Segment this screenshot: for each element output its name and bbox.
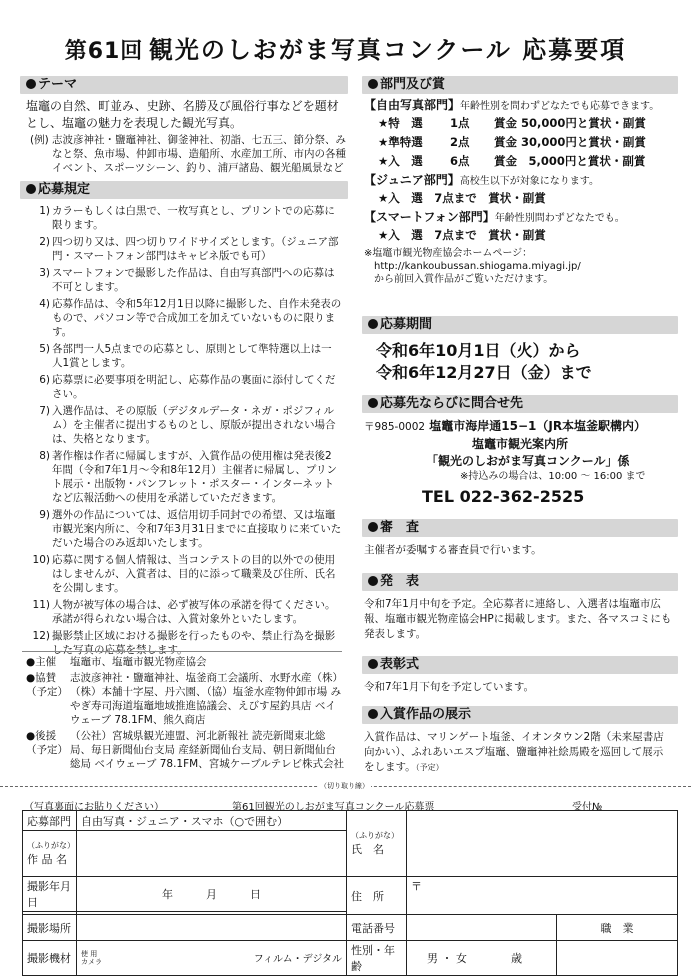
- place-field[interactable]: [77, 915, 347, 941]
- sex-age-field[interactable]: 男 ・ 女 歳: [407, 941, 557, 976]
- theme-body: 塩竈の自然、町並み、史跡、名勝及び風俗行事などを題材とし、塩竈の魅力を表現した観光写真。: [26, 99, 339, 130]
- date-field[interactable]: 年 月 日: [77, 877, 347, 912]
- judging-heading: 審 査: [362, 519, 678, 537]
- rule-item: 4) 応募作品は、令和5年12月1日以降に撮影した、自作未発表のもので、パソコン等で合成加工を加えていないものに限ります。: [39, 298, 342, 338]
- bullet-icon: [368, 522, 378, 532]
- phone-field[interactable]: [407, 915, 557, 941]
- organizer-row: ●主催 塩竈市、塩竈市観光物産協会: [26, 656, 207, 668]
- website-link[interactable]: http://kankoubussan.shiogama.miyagi.jp/: [374, 261, 581, 272]
- organizer-row: ●後援（予定） （公社）宮城県観光連盟、河北新報社 読売新聞東北総局、毎日新聞仙台支局 産経新聞仙台支局、朝日新聞仙台総局 ベイウェーブ 78.1FM、宮城ケーブルテレビ株式会社: [26, 730, 345, 770]
- rule-item: 9) 選外の作品については、返信用切手同封での希望、又は塩竈市観光案内所に、令和7年3月31日までに直接取りに来ていただいた場合のみ返却いたします。: [39, 509, 342, 549]
- announcement-body: 令和7年1月中旬を予定。全応募者に連絡し、入選者は塩竈市広報、塩竈市観光物産協会HPに掲載します。また、各マスコミにも発表します。: [364, 598, 672, 640]
- bullet-icon: [368, 659, 378, 669]
- exhibition-heading: 入賞作品の展示: [362, 706, 678, 724]
- bullet-icon: [368, 79, 378, 89]
- organizers: [26, 655, 346, 773]
- ceremony-body: 令和7年1月下旬を予定しています。: [364, 681, 535, 693]
- rule-item: 3) スマートフォンで撮影した作品は、自由写真部門への応募は不可とします。: [39, 267, 335, 293]
- job-field[interactable]: [557, 941, 678, 976]
- rule-item: 10) 応募に関する個人情報は、当コンテストの目的以外での使用はしませんが、入賞者は、目的に添って職業及び住所、氏名を公開します。: [32, 554, 336, 594]
- bullet-icon: [26, 79, 36, 89]
- title-prefix: 第61回: [64, 39, 144, 64]
- date-label: 撮影年月日: [23, 877, 77, 912]
- rule-item: 5) 各部門一人5点までの応募とし、原則として準特選以上は一人1賞とします。: [39, 343, 332, 369]
- form-title: 第61回観光のしおがま写真コンクール応募票: [232, 802, 435, 813]
- exhibition-body: 入賞作品は、マリンゲート塩釜、イオンタウン2階（未来屋書店向かい）、ふれあいエスプ塩竈、鹽竈神社絵馬殿を巡回して展示をします。（予定）: [364, 731, 664, 773]
- address-field[interactable]: 〒: [407, 877, 678, 915]
- ceremony-heading: 表彰式: [362, 656, 678, 674]
- period-body: 令和6年10月1日（火）から 令和6年12月27日（金）まで: [376, 341, 592, 382]
- equip-field[interactable]: 使 用 カメラ フィルム・デジタル: [77, 941, 347, 976]
- rule-item: 2) 四つ切り又は、四つ切りワイドサイズとします。（ジュニア部門・スマートフォン部門はキャビネ版でも可）: [39, 236, 339, 262]
- announcement-heading: 発 表: [362, 573, 678, 591]
- theme-examples: (例) 志波彦神社・鹽竈神社、御釜神社、初詣、七五三、節分祭、みなと祭、魚市場、仲卸市場、造船所、水産加工所、市内の各種イベント、スポーツシーン、釣り、浦戸諸島、観光船風景など: [30, 134, 346, 174]
- page-title: [0, 30, 691, 65]
- bullet-icon: [368, 709, 378, 719]
- bullet-icon: [26, 184, 36, 194]
- place-label: 撮影場所: [23, 915, 77, 941]
- awards-list: 【自由写真部門】年齢性別を問わずどなたでも応募できます。 ★特 選 1点 賞金 50,000円と賞状・副賞 ★準特選 2点 賞金 30,000円と賞状・副賞 ★入 選 6点 賞金 5,000円と賞状・副賞 【ジュニア部門】高校生以下が対象になります。 ★入 選 7点まで 賞状・副賞 【スマートフォン部門】年齢性別問わずどなたでも。 ★入 選 7点まで 賞状・副賞 ※塩竈市観光物産協会ホームページ： http://kankoubussan.shiogama.miyagi.jp/ から前回入賞作品がご覧いただけます。: [364, 98, 674, 286]
- phone-label: 電話番号: [347, 915, 407, 941]
- sex-age-label: 性別・年齢: [347, 941, 407, 976]
- rules-heading: 応募規定: [20, 181, 348, 199]
- rule-item: 6) 応募票に必要事項を明記し、応募作品の裏面に添付してください。: [39, 374, 336, 400]
- section-field[interactable]: 自由写真・ジュニア・スマホ（○で囲む）: [77, 811, 347, 831]
- name-label-cell: （ふりがな） 氏 名: [347, 811, 407, 877]
- contact-heading: 応募先ならびに問合せ先: [362, 395, 678, 413]
- rule-item: 8) 著作権は作者に帰属しますが、入賞作品の使用権は発表後2年間（令和7年1月〜令和8年12月）主催者に帰属し、プリント展示・出版物・パンフレット・ポスター・インターネットなど広報活動への使用を承諾していただきます。: [39, 450, 337, 504]
- rules-list: [20, 204, 342, 660]
- rule-item: 11) 人物が被写体の場合は、必ず被写体の承諾を得てください。承諾が得られない場合は、入賞対象外といたします。: [32, 599, 336, 625]
- period-heading: 応募期間: [362, 316, 678, 334]
- judging-body: 主催者が委嘱する審査員で行います。: [364, 544, 542, 556]
- entry-form: [22, 810, 678, 976]
- cut-label: （切り取り線）: [320, 782, 369, 790]
- form-note: （写真裏面にお貼りください）: [24, 802, 164, 813]
- prize-row: ★準特選 2点 賞金 30,000円と賞状・副賞: [378, 135, 646, 149]
- receipt-label: 受付№: [572, 802, 603, 813]
- prize-row: ★入 選 6点 賞金 5,000円と賞状・副賞: [378, 154, 646, 168]
- job-label: 職 業: [557, 915, 678, 941]
- phone-number: TEL 022-362-2525: [422, 487, 585, 506]
- address-label: 住 所: [347, 877, 407, 915]
- equip-label: 撮影機材: [23, 941, 77, 976]
- prize-row: ★特 選 1点 賞金 50,000円と賞状・副賞: [378, 116, 646, 130]
- rule-item: 7) 入選作品は、その原版（デジタルデータ・ネガ・ポジフィルム）を主催者に提出するものとし、原版が提出されない場合は、失格となります。: [39, 405, 336, 445]
- rule-item: 12) 撮影禁止区域における撮影を行ったものや、禁止行為を撮影した写真の応募を禁します。: [32, 630, 336, 656]
- name-field[interactable]: [407, 811, 678, 877]
- work-name-field[interactable]: [77, 831, 347, 877]
- work-name-label: （ふりがな） 作 品 名: [23, 831, 77, 877]
- rule-item: 1) カラーもしくは白黒で、一枚写真とし、プリントでの応募に限ります。: [39, 205, 335, 231]
- bullet-icon: [368, 398, 378, 408]
- bullet-icon: [368, 319, 378, 329]
- section-label: 応募部門: [23, 811, 77, 831]
- divider: [22, 651, 342, 652]
- awards-heading: 部門及び賞: [362, 76, 678, 94]
- contact-body: 〒985-0002 塩竈市海岸通15−1（JR本塩釜駅構内） 塩竈市観光案内所 「観光のしおがま写真コンクール」係 ※持込みの場合は、10:00 〜 16:00 まで TEL 022-362-2525: [364, 418, 674, 504]
- title-main: 観光のしおがま写真コンクール 応募要項: [148, 36, 627, 64]
- theme-heading: テーマ: [20, 76, 348, 94]
- bullet-icon: [368, 576, 378, 586]
- organizer-row: ●協賛（予定） 志波彦神社・鹽竈神社、塩釜商工会議所、水野水産（株）（株）本舗十字屋、丹六園、（協）塩釜水産物仲卸市場 みやぎ寿司海道塩竈地域推進協議会、えびす屋釣具店 ベイウェーブ 78.1FM、熊久商店: [26, 672, 343, 726]
